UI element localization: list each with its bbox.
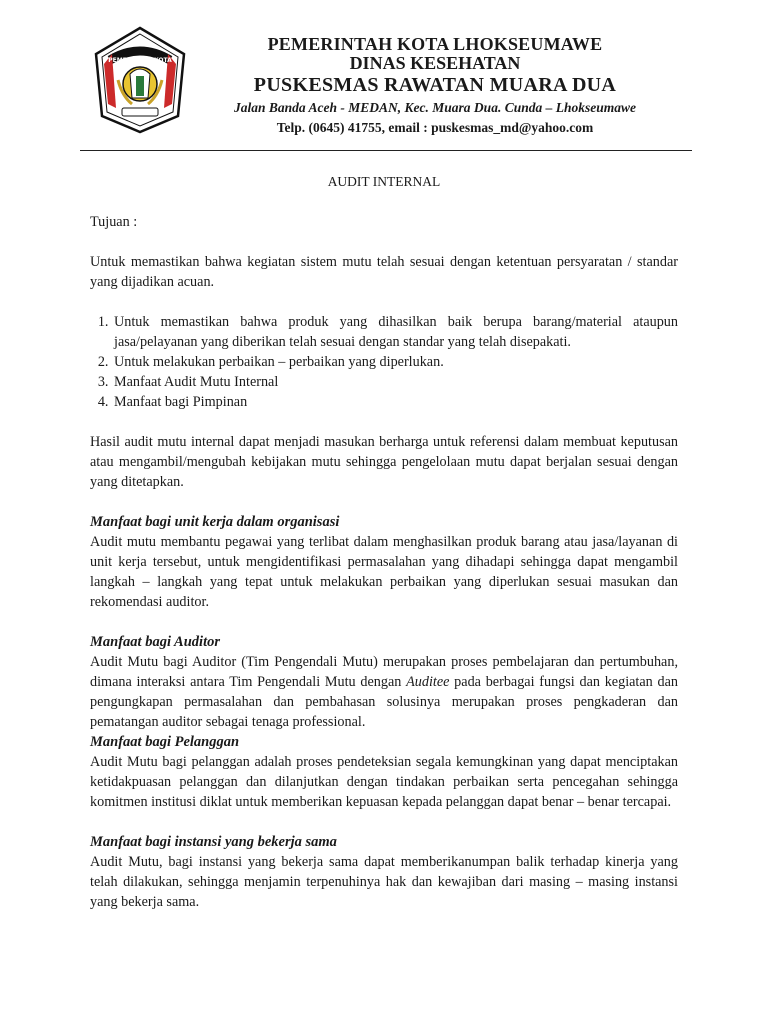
auditor-text-start: Audit Mutu bagi Auditor (Tim Pengendali Mutu) merupakan proses pembelajaran dan pertumbuhan, dimana interaksi antara Tim Pengendali Mutu dengan [90,654,678,690]
document-body [90,172,678,912]
purpose-list [90,312,678,412]
section-heading-customer: Manfaat bagi Pelanggan [90,734,240,750]
auditee-term: Auditee [406,674,450,690]
section-body-unit: Audit mutu membantu pegawai yang terlibat dalam menghasilkan produk barang atau jasa/layanan di unit kerja tersebut, untuk mengidentifikasi permasalahan yang dihadapi sehingga dapat mengambil langkah – langkah yang tepat untuk melakukan perbaikan yang diperlukan sesuai masukan dan rekomendasi auditor. [90,534,678,610]
section-body-customer: Audit Mutu bagi pelanggan adalah proses pendeteksian segala kemungkinan yang dapat menciptakan ketidakpuasan pelanggan dan dilanjutkan dengan tindakan perbaikan serta pencegahan sehingga komitmen institusi diklat untuk memberikan kepuasan kepada pelanggan dapat benar – benar tercapai. [90,754,678,810]
logo-text: PEMERINTAH KOTA [108,57,172,64]
contact-info: Telp. (0645) 41755, email : puskesmas_md@yahoo.com [276,120,594,135]
list-item: 4. Manfaat bagi Pimpinan [112,392,678,412]
letterhead-divider [80,150,692,151]
section-heading-auditor: Manfaat bagi Auditor [90,634,220,650]
list-item: 3. Manfaat Audit Mutu Internal [112,372,678,392]
letterhead [0,0,768,152]
result-paragraph: Hasil audit mutu internal dapat menjadi masukan berharga untuk referensi dalam membuat keputusan atau mengambil/mengubah kebijakan mutu sehingga pengelolaan mutu dapat berjalan sesuai dengan yang ditetapkan. [90,434,678,490]
address: Jalan Banda Aceh - MEDAN, Kec. Muara Dua. Cunda – Lhokseumawe [234,100,636,115]
government-name: PEMERINTAH KOTA LHOKSEUMAWE [267,34,603,54]
purpose-label: Tujuan : [90,214,138,230]
auditor-text-end: pada berbagai fungsi dan kegiatan dan pengungkapan permasalahan dan pembahasan solusinya merupakan proses pengkaderan dan pematangan auditor sebagai tenaga professional. [90,674,678,730]
institution-name: PUSKESMAS RAWATAN MUARA DUA [253,74,617,96]
section-body-partner: Audit Mutu, bagi instansi yang bekerja sama dapat memberikanumpan balik terhadap kinerja yang telah dilakukan, sehingga menjamin terpenuhinya hak dan kewajiban dari masing – masing instansi yang bekerja sama. [90,854,678,910]
list-item: 1. Untuk memastikan bahwa produk yang dihasilkan baik berupa barang/material ataupun jasa/pelayanan yang diberikan telah sesuai dengan standar yang telah disepakati. [112,312,678,352]
document-title: AUDIT INTERNAL [327,174,441,189]
section-body-auditor [90,652,678,732]
section-heading-partner: Manfaat bagi instansi yang bekerja sama [90,834,337,850]
section-heading-unit: Manfaat bagi unit kerja dalam organisasi [90,514,340,530]
city-emblem-logo [92,24,188,136]
intro-paragraph: Untuk memastikan bahwa kegiatan sistem mutu telah sesuai dengan ketentuan persyaratan / standar yang dijadikan acuan. [90,254,678,290]
department-name: DINAS KESEHATAN [349,53,521,73]
letterhead-text [200,34,670,137]
list-item: 2. Untuk melakukan perbaikan – perbaikan yang diperlukan. [112,352,678,372]
